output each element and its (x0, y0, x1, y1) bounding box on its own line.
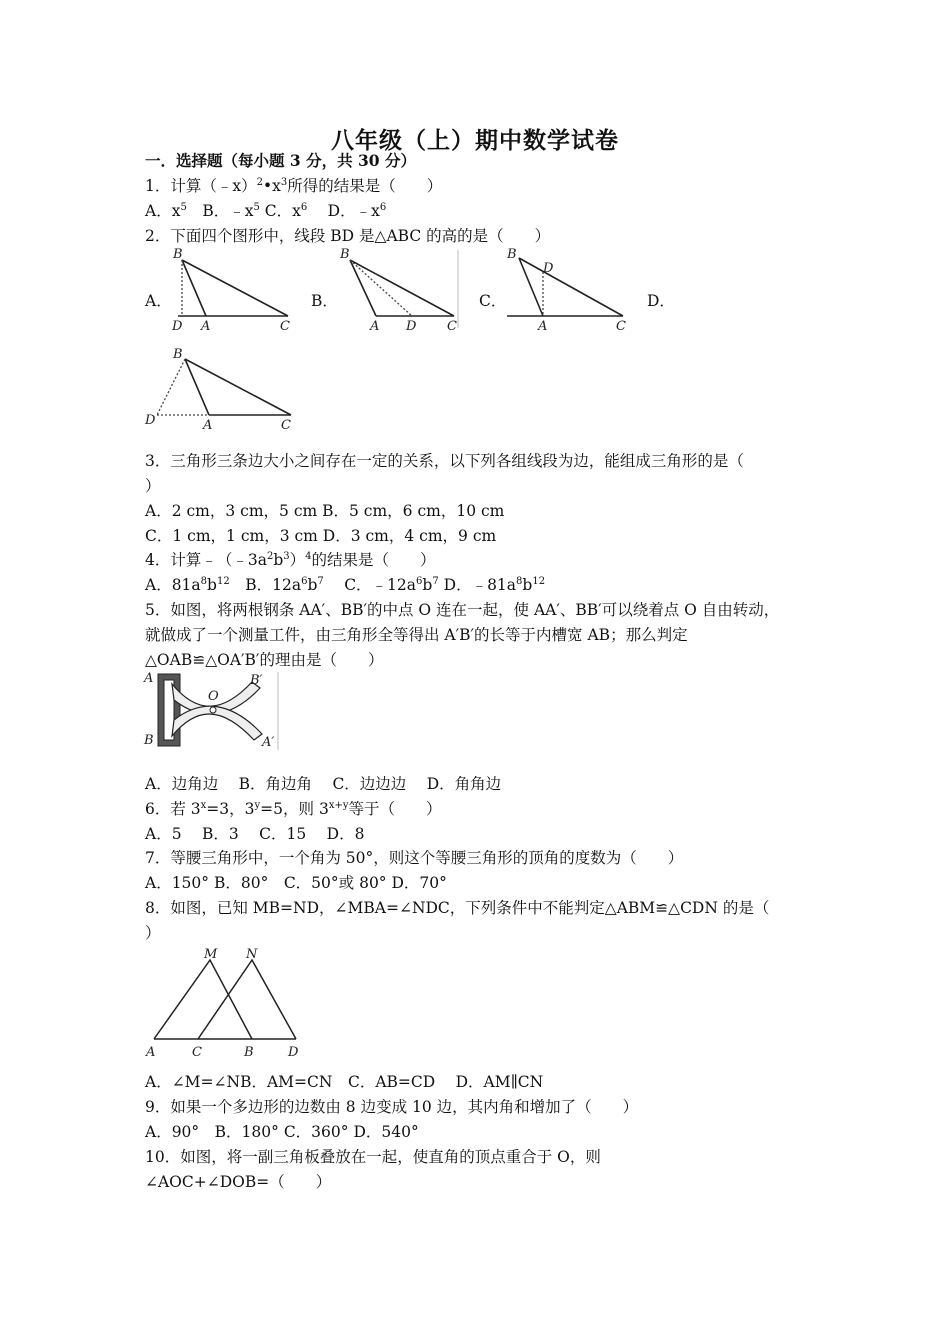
question-5-options: A．边角边 B．角边角 C．边边边 D．角角边 (145, 775, 502, 793)
section-heading: 一．选择题（每小题 3 分，共 30 分） (145, 151, 416, 170)
svg-text:C: C (280, 319, 290, 334)
page-title: 八年级（上）期中数学试卷 (331, 127, 619, 154)
svg-text:B: B (244, 1045, 254, 1060)
svg-text:D: D (406, 319, 417, 334)
svg-text:B: B (144, 733, 154, 748)
question-9-options: A．90° B．180° C．360° D．540° (145, 1123, 419, 1141)
svg-text:D: D (288, 1045, 299, 1060)
svg-text:D: D (172, 319, 183, 334)
svg-text:A: A (203, 418, 213, 433)
svg-text:B: B (507, 247, 517, 262)
question-1-options: A．$x^5$ B．$﹣x^5$ C．$x^6$ D．$﹣x^6$ (145, 202, 387, 220)
svg-text:C: C (192, 1045, 202, 1060)
svg-text:A′: A′ (262, 735, 275, 750)
question-10-line-1: 10．如图，将一副三角板叠放在一起，使直角的顶点重合于 O，则 (145, 1148, 601, 1166)
svg-text:B: B (173, 347, 183, 362)
svg-text:A: A (370, 319, 380, 334)
svg-text:A: A (146, 1045, 156, 1060)
question-5-line-2: 就做成了一个测量工件，由三角形全等得出 A′B′的长等于内槽宽 AB；那么判定 (145, 626, 688, 644)
q2-figure-a (168, 246, 298, 334)
question-3-options-row-1: A．2 cm，3 cm，5 cm B．5 cm，6 cm，10 cm (145, 502, 505, 520)
question-4-options: A．$81a^8b^{12}$ B．$12a^6b^7$ C．$﹣12a^6b^7$ D．$﹣81a^8b^{12}$ (145, 576, 546, 594)
q2-figure-c (505, 246, 635, 334)
svg-text:C: C (447, 319, 457, 334)
svg-text:B: B (340, 247, 350, 262)
question-8-options: A．∠M=∠NB．AM=CN C．AB=CD D．AM∥CN (145, 1073, 544, 1091)
question-7-options: A．150° B．80° C．50°或 80° D．70° (145, 874, 447, 892)
q2-option-b-label: B． (311, 292, 338, 310)
question-6-stem: 6．若 $3^x=3$，$3^y=5$，则 $3^{x+y}$等于（ ） (145, 800, 442, 818)
question-5-line-1: 5．如图，将两根钢条 AA′、BB′的中点 O 连在一起，使 AA′、BB′可以绕着点 O 自由转动， (145, 601, 780, 619)
svg-text:A: A (201, 319, 211, 334)
svg-text:C: C (616, 319, 626, 334)
question-8-stem: 8．如图，已知 MB=ND，∠MBA=∠NDC，下列条件中不能判定△ABM≌△CDN 的是（ (145, 899, 770, 917)
q8-figure-triangles (142, 944, 312, 1062)
question-3-options-row-2: C．1 cm，1 cm，3 cm D．3 cm，4 cm，9 cm (145, 527, 497, 545)
svg-text:C: C (281, 418, 291, 433)
svg-text:B: B (173, 247, 183, 262)
question-5-line-3: △OAB≌△OA′B′的理由是（ ） (145, 651, 384, 669)
q2-option-c-label: C． (479, 292, 507, 310)
svg-text:N: N (246, 947, 258, 962)
question-3-stem: 3．三角形三条边大小之间存在一定的关系，以下列各组线段为边，能组成三角形的是（ (145, 452, 744, 470)
svg-text:O: O (208, 689, 219, 704)
question-1-stem: 1．计算$(﹣x)^2•x^3$所得的结果是（ ） (145, 177, 443, 195)
question-8-stem-cont: ） (145, 924, 161, 942)
svg-text:M: M (204, 947, 218, 962)
svg-text:B′: B′ (250, 673, 263, 688)
question-3-stem-cont: ） (145, 477, 161, 495)
question-7-stem: 7．等腰三角形中，一个角为 50°，则这个等腰三角形的顶角的度数为（ ） (145, 849, 684, 867)
svg-text:A: A (144, 671, 154, 686)
q2-figure-b (336, 246, 466, 334)
question-10-line-2: ∠AOC+∠DOB=（ ） (145, 1173, 332, 1191)
svg-text:D: D (543, 261, 554, 276)
question-6-options: A．5 B．3 C．15 D．8 (145, 825, 365, 843)
svg-text:D: D (145, 413, 156, 428)
question-4-stem: 4．计算$﹣(﹣3a^2b^3)^4$的结果是（ ） (145, 551, 436, 569)
question-2-stem: 2．下面四个图形中，线段 BD 是△ABC 的高的是（ ） (145, 227, 551, 245)
q2-figure-d (143, 345, 303, 435)
q5-figure-measuring-tool (142, 670, 282, 752)
q2-option-a-label: A． (145, 292, 172, 310)
question-9-stem: 9．如果一个多边形的边数由 8 边变成 10 边，其内角和增加了（ ） (145, 1098, 639, 1116)
svg-text:A: A (538, 319, 548, 334)
q2-option-d-label: D． (647, 292, 675, 310)
